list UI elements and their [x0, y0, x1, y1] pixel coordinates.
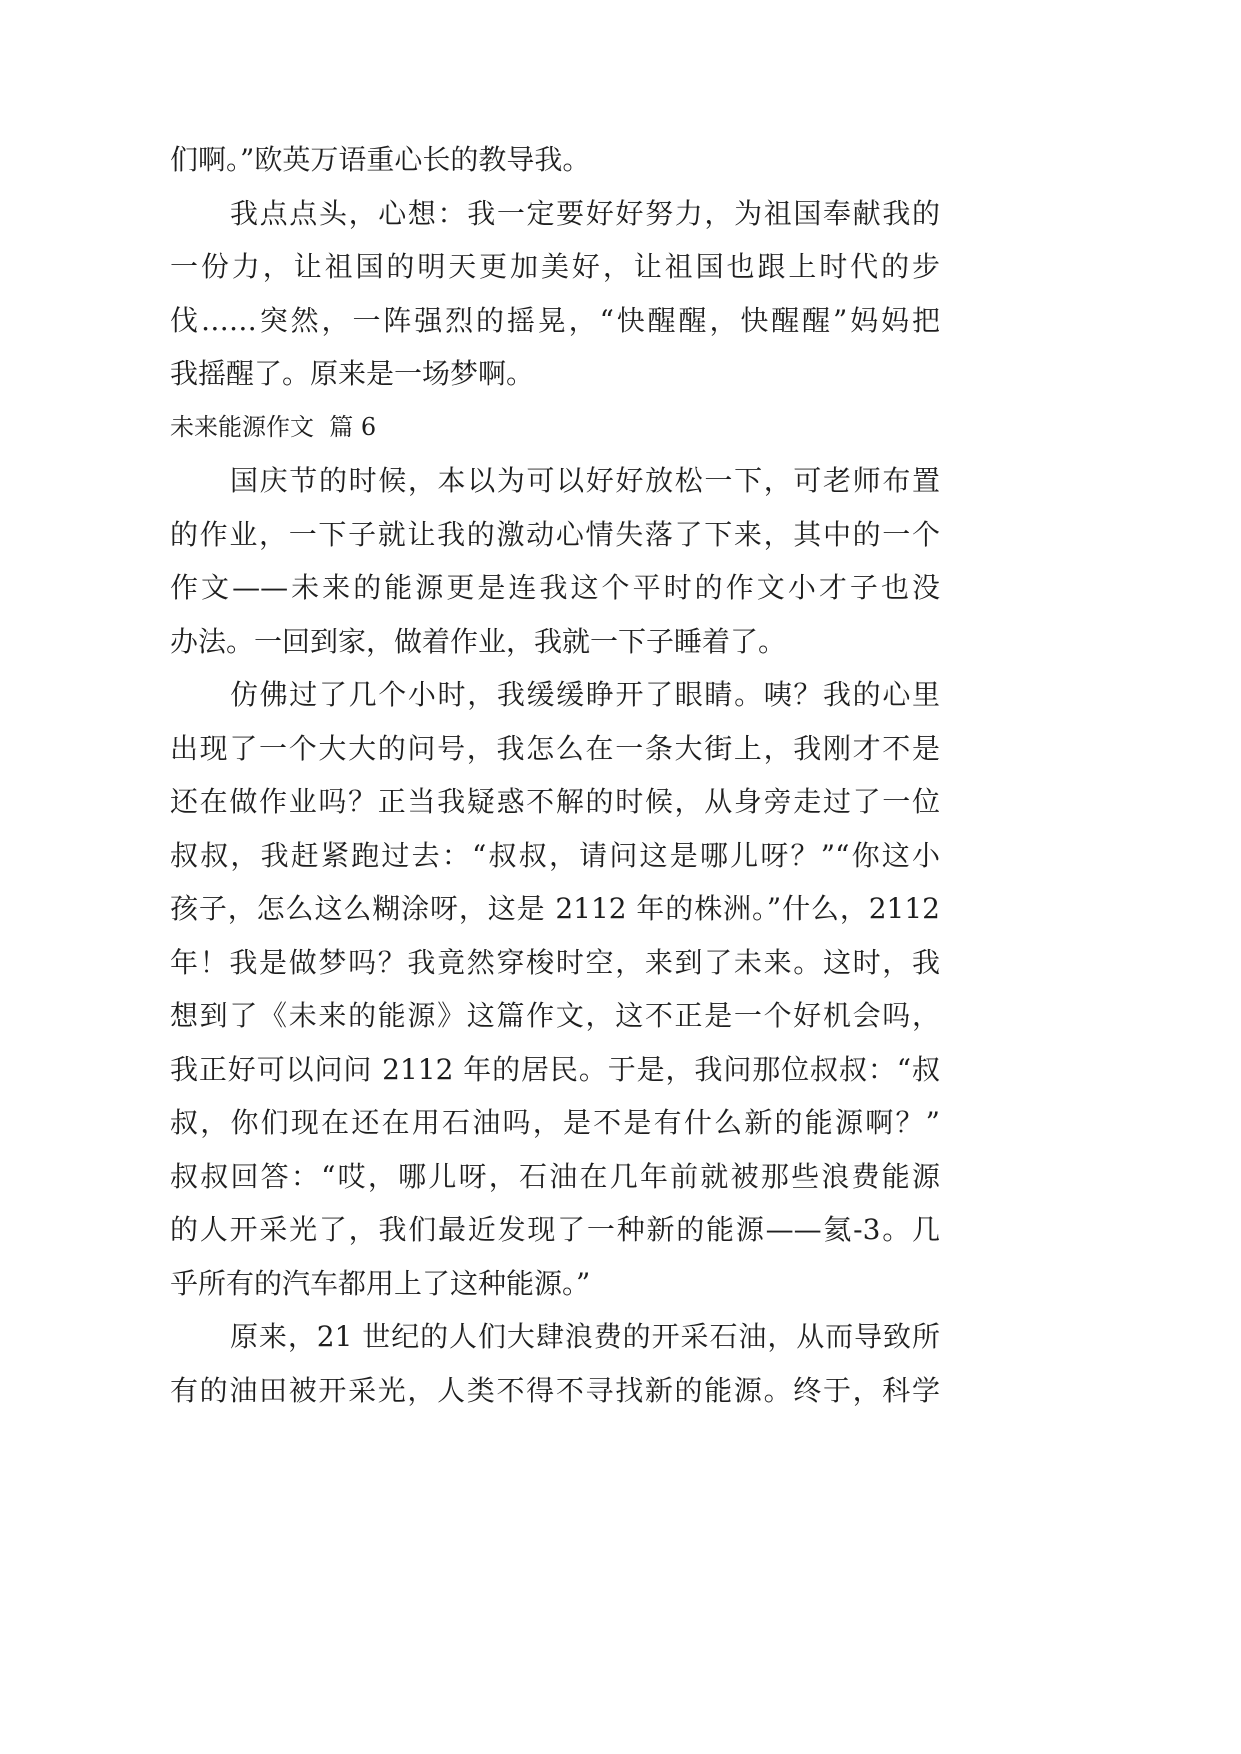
text-line: 的人开采光了，我们最近发现了一种新的能源——氦-3。几: [170, 1213, 940, 1246]
text-line: 出现了一个大大的问号，我怎么在一条大街上，我刚才不是: [170, 731, 940, 765]
text-line: 办法。一回到家，做着作业，我就一下子睡着了。: [170, 624, 787, 658]
paragraph: [170, 454, 940, 668]
text-line: 有的油田被开采光，人类不得不寻找新的能源。终于，科学: [170, 1373, 940, 1407]
paragraph-continuation: [170, 133, 940, 187]
text-line: 原来，21 世纪的人们大肆浪费的开采石油，从而导致所: [230, 1320, 940, 1353]
section-heading: 未来能源作文 篇 6: [170, 412, 377, 441]
text-line: 我摇醒了。原来是一场梦啊。: [170, 357, 535, 390]
text-line: 叔，你们现在还在用石油吗，是不是有什么新的能源啊？”: [170, 1106, 940, 1139]
text-line: 一份力，让祖国的明天更加美好，让祖国也跟上时代的步: [170, 250, 940, 283]
document-body: [170, 133, 940, 1417]
text-line: 孩子，怎么这么糊涂呀，这是 2112 年的株洲。”什么，2112: [170, 892, 940, 925]
text-line: 国庆节的时候，本以为可以好好放松一下，可老师布置: [230, 464, 940, 497]
text-line: 还在做作业吗？正当我疑惑不解的时候，从身旁走过了一位: [170, 785, 940, 818]
text-line: 想到了《未来的能源》这篇作文，这不正是一个好机会吗，: [170, 999, 940, 1032]
text-line: 的作业，一下子就让我的激动心情失落了下来，其中的一个: [170, 517, 940, 551]
text-line: 们啊。”欧英万语重心长的教导我。: [170, 143, 591, 176]
text-line: 我点点头，心想：我一定要好好努力，为祖国奉献我的: [230, 196, 940, 230]
paragraph: [170, 668, 940, 1310]
text-line: 仿佛过了几个小时，我缓缓睁开了眼睛。咦？我的心里: [230, 678, 940, 711]
text-line: 叔叔回答：“哎，哪儿呀，石油在几年前就被那些浪费能源: [170, 1159, 940, 1193]
text-line: 年！我是做梦吗？我竟然穿梭时空，来到了未来。这时，我: [170, 945, 940, 979]
text-line: 乎所有的汽车都用上了这种能源。”: [170, 1266, 591, 1300]
text-line: 作文——未来的能源更是连我这个平时的作文小才子也没: [170, 571, 940, 604]
text-line: 我正好可以问问 2112 年的居民。于是，我问那位叔叔：“叔: [170, 1052, 940, 1086]
text-line: 伐……突然，一阵强烈的摇晃，“快醒醒，快醒醒”妈妈把: [170, 303, 940, 337]
text-line: 叔叔，我赶紧跑过去：“叔叔，请问这是哪儿呀？”“你这小: [170, 838, 940, 872]
paragraph: [170, 1310, 940, 1417]
paragraph: [170, 187, 940, 401]
